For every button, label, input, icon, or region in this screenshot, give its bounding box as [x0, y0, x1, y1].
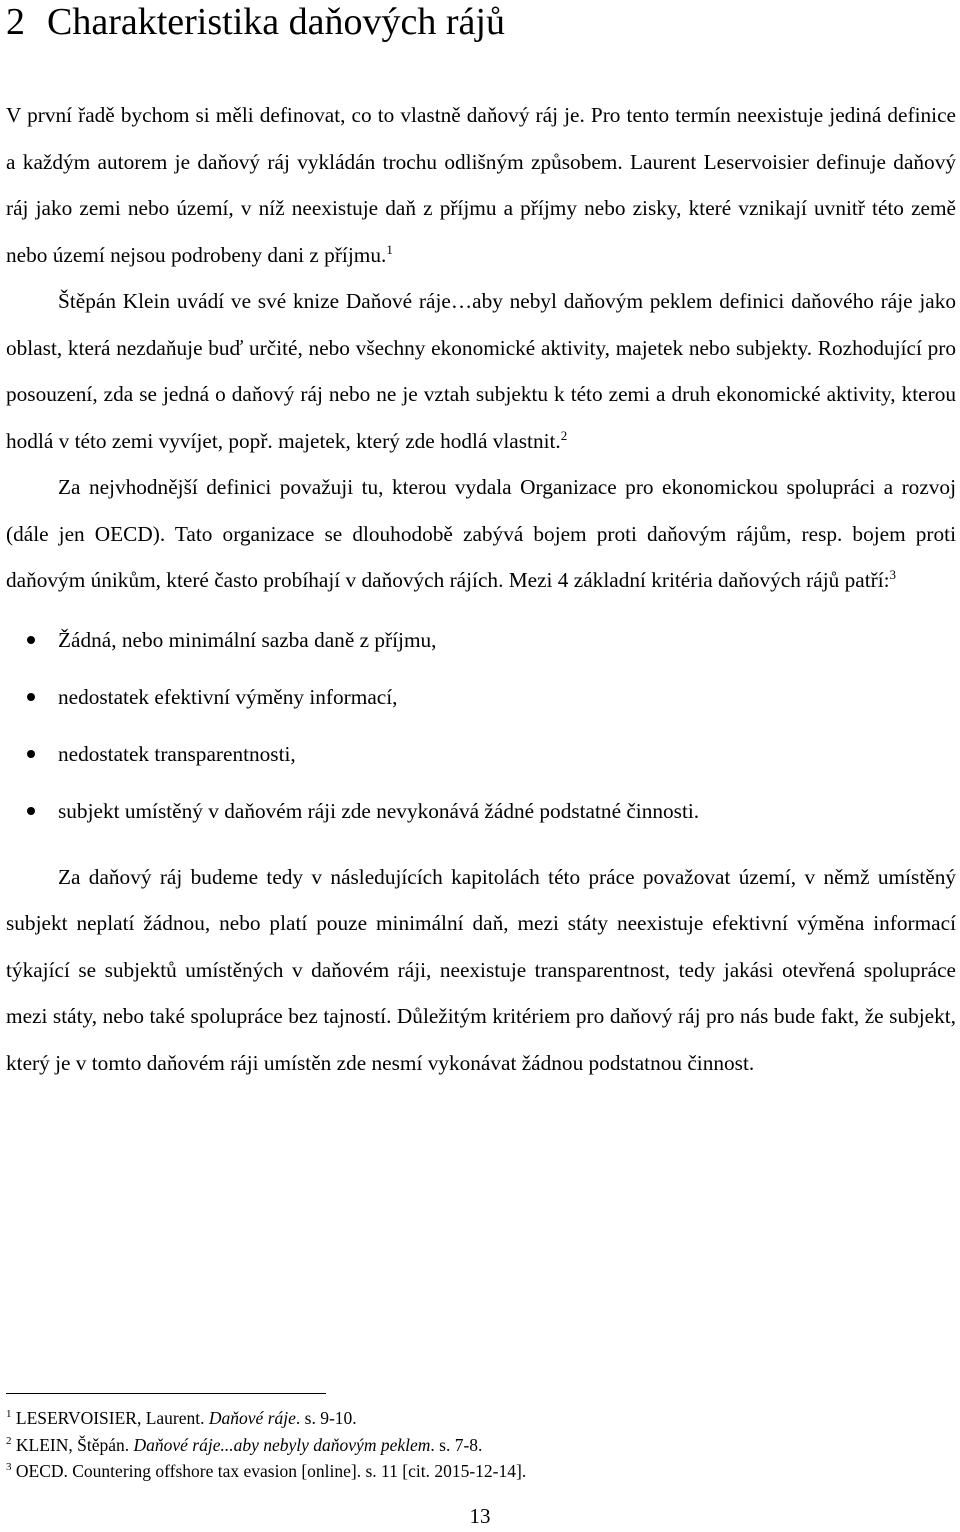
list-item-text: subjekt umístěný v daňovém ráji zde nevykonává žádné podstatné činnosti. [58, 798, 700, 823]
bullet-icon [27, 750, 35, 758]
footnote-separator [6, 1393, 326, 1394]
chapter-heading [6, 0, 956, 42]
bullet-icon [27, 807, 35, 815]
paragraph-text: Za nejvhodnější definici považuji tu, kterou vydala Organizace pro ekonomickou spolupráci a rozvoj (dále jen OECD). Tato organizace se dlouhodobě zabývá bojem proti daňovým rájům, resp. bojem proti daňovým únikům, které často probíhají v daňových rájích. Mezi 4 základní kritéria daňových rájů patří: [6, 475, 956, 592]
footnote-text: LESERVOISIER, Laurent. [15, 1408, 209, 1428]
document-page [6, 0, 956, 1086]
footnote-reference[interactable]: 1 [386, 241, 393, 257]
criteria-list [6, 626, 956, 825]
paragraph-conclusion [6, 854, 956, 1087]
paragraph-oecd [6, 464, 956, 604]
paragraph-text: aby nebyl daňovým peklem definici daňového ráje jako oblast, která nezdaňuje buď určité, nebo všechny ekonomické aktivity, majetek nebo subjekty. Rozhodující pro posouzení, zda se jedná o daňový ráj nebo ne je vztah subjektu k této zemi a druh ekonomické aktivity, kterou hodlá v této zemi vyvíjet, popř. majetek, který zde hodlá vlastnit. [6, 289, 957, 453]
list-item [6, 740, 956, 768]
paragraph-text: Štěpán Klein uvádí ve své knize [58, 289, 346, 313]
footnote-title: Daňové ráje [208, 1408, 296, 1428]
chapter-number: 2 [6, 1, 25, 43]
footnote-text: KLEIN, Štěpán. [15, 1434, 134, 1455]
list-item [6, 683, 956, 711]
list-item-text: Žádná, nebo minimální sazba daně z příjmu, [58, 627, 437, 652]
footnote-number: 3 [6, 1461, 12, 1474]
footnote [6, 1432, 946, 1459]
page-number: 13 [469, 1504, 491, 1528]
paragraph-text: V první řadě bychom si měli definovat, co to vlastně daňový ráj je. Pro tento termín neexistuje jediná definice a každým autorem je daňový ráj vykládán trochu odlišným způsobem. Laurent Leservoisier definuje daňový ráj jako zemi nebo území, v níž neexistuje daň z příjmu a příjmy nebo zisky, které vznikají uvnitř této země nebo území nejsou podrobeny dani z příjmu. [6, 103, 956, 267]
footnote-title: Daňové ráje...aby nebyly daňovým peklem [133, 1434, 431, 1455]
list-item-text: nedostatek transparentnosti, [58, 741, 296, 766]
footnote-text: OECD. Countering offshore tax evasion [online]. s. 11 [cit. 2015-12-14]. [15, 1461, 527, 1481]
paragraph-definition-intro [6, 92, 956, 278]
footnote-reference[interactable]: 2 [560, 427, 568, 443]
paragraph-text: Za daňový ráj budeme tedy v následujících kapitolách této práce považovat území, v němž umístěný subjekt neplatí žádnou, nebo platí pouze minimální daň, mezi státy neexistuje efektivní výměna informací týkající se subjektů umístěných v daňovém ráji, neexistuje transparentnost, tedy jakási otevřená spolupráce mezi státy, nebo také spolupráce bez tajností. Důležitým kritériem pro daňový ráj pro nás bude fakt, že subjekt, který je v tomto daňovém ráji umístěn zde nesmí vykonávat žádnou podstatnou činnost. [6, 864, 956, 1075]
book-title: Daňové ráje… [345, 289, 473, 313]
footnote-text: . s. 7-8. [430, 1434, 483, 1455]
footnote-text: . s. 9-10. [295, 1408, 357, 1428]
list-item [6, 626, 956, 654]
list-item-text: nedostatek efektivní výměny informací, [58, 684, 398, 709]
bullet-icon [27, 636, 35, 644]
paragraph-klein [6, 278, 956, 464]
footnote-number: 2 [6, 1434, 12, 1447]
footnote [6, 1458, 946, 1485]
bullet-icon [27, 693, 35, 701]
footnotes [6, 1405, 946, 1485]
footnote-number: 1 [6, 1408, 12, 1421]
footnote-reference[interactable]: 3 [889, 566, 897, 582]
footnote [6, 1405, 946, 1432]
chapter-title: Charakteristika daňových rájů [47, 1, 505, 43]
list-item [6, 797, 956, 825]
